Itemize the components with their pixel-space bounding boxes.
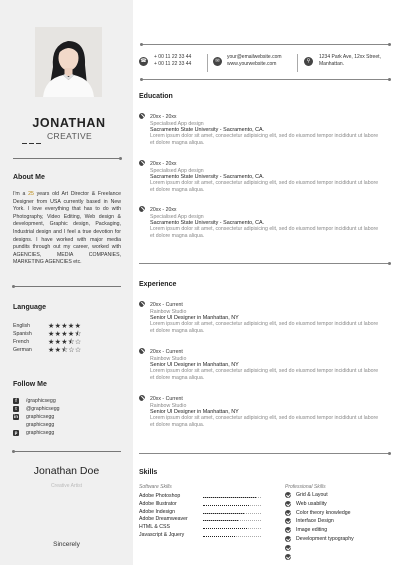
software-skill-name: HTML & CSS [139, 524, 170, 531]
check-icon [285, 536, 291, 542]
sidebar-divider [13, 158, 121, 159]
software-skills-title: Software Skills [139, 484, 172, 490]
language-title: Language [13, 304, 47, 311]
sincerely-text: Sincerely [53, 541, 80, 548]
software-skill-name: Javascript & Jquery [139, 532, 185, 538]
linkedin-icon: in [14, 414, 18, 419]
name-dash-decoration [22, 135, 47, 141]
rating-stars: ★★★⯪☆ [48, 337, 82, 346]
skill-level-fill [203, 520, 238, 521]
check-icon [285, 545, 291, 551]
check-icon [285, 554, 291, 560]
follow-title: Follow Me [13, 381, 47, 388]
skill-level-bar [203, 528, 261, 529]
software-skill-item [139, 501, 269, 509]
check-icon [139, 395, 145, 401]
skill-level-bar [203, 505, 261, 506]
software-skill-name: Adobe Indesign [139, 508, 176, 515]
professional-skill-item [285, 492, 395, 500]
contact-separator [207, 54, 208, 72]
skill-level-fill [203, 505, 249, 506]
professional-skill-name: Grid & Layout [296, 492, 328, 498]
check-icon [285, 510, 291, 516]
skill-level-fill [203, 536, 235, 537]
professional-skill-item [285, 527, 395, 535]
software-skill-name: Adobe Dreamweaver [139, 516, 188, 523]
check-icon [285, 527, 291, 533]
sidebar-divider [13, 286, 121, 287]
check-icon [285, 518, 291, 524]
twitter-icon: t [13, 406, 19, 412]
education-title: Education [139, 93, 173, 100]
address: 1234 Park Ave, 12xx Street, Manhattan. [319, 54, 381, 67]
language-item: English ★★★★★ [13, 321, 82, 330]
email-icon: ✉ [213, 57, 222, 66]
signature-role: Creative Artist [50, 483, 83, 489]
professional-skill-name: Color theory knowledge [296, 509, 351, 516]
check-icon [285, 501, 291, 507]
education-divider [139, 263, 390, 264]
phone-icon: ☎ [140, 58, 147, 64]
professional-skill-name: Interface Design [296, 518, 334, 525]
skill-level-fill [203, 528, 247, 529]
rating-stars: ★★⯪☆☆ [48, 345, 82, 354]
phone-number[interactable]: + 00 11 22 33 44 + 00 11 22 33 44 [154, 54, 192, 67]
signature-name: Jonathan Doe [33, 465, 100, 477]
language-item: Spanish ★★★★⯪ [13, 329, 82, 338]
professional-skill-item [285, 545, 395, 553]
portrait-image [35, 27, 102, 97]
pinterest-icon: p [14, 430, 18, 435]
name-role: CREATIVE [47, 131, 93, 141]
skill-level-bar [203, 513, 261, 514]
contact-bottom-divider [141, 79, 390, 80]
software-skill-item [139, 509, 269, 517]
email-website[interactable]: your@emailwebsite.com www.yourwebsite.com [227, 54, 282, 67]
check-icon [139, 348, 145, 354]
software-skill-name: Adobe Photoshop [139, 493, 181, 499]
rating-stars: ★★★★⯪ [48, 329, 82, 338]
experience-divider [139, 453, 390, 454]
rating-stars: ★★★★★ [48, 321, 82, 330]
professional-skill-item [285, 510, 395, 518]
software-skill-item [139, 516, 269, 524]
facebook-icon: f [13, 398, 19, 404]
check-icon [139, 206, 145, 212]
software-skill-name: Adobe Illustrator [139, 500, 177, 507]
skill-level-bar [203, 536, 261, 537]
software-skill-item [139, 493, 269, 501]
about-title: About Me [13, 174, 45, 181]
profile-photo [35, 27, 102, 97]
language-item: French ★★★⯪☆ [13, 337, 82, 346]
check-icon [285, 492, 291, 498]
language-item: German ★★⯪☆☆ [13, 345, 82, 354]
professional-skill-item [285, 501, 395, 509]
skills-title: Skills [139, 469, 158, 476]
professional-skill-item [285, 536, 395, 544]
contact-separator [297, 54, 298, 72]
professional-skill-name: Web usability [296, 500, 327, 507]
skill-level-bar [203, 520, 261, 521]
experience-title: Experience [139, 281, 177, 288]
software-skill-item [139, 524, 269, 532]
about-text: I'm a 25 years old Art Director & Freelance Designer from USA currently based in New York. I love everything that has to do with Photography, Video Editing, Web design & development, Graphic design, Packaging, Industrial design and I feel a true devotion for designs. I have worked with major media pundits through out my career, worked with AGENCIES, MEDIA COMPANIES, MARKETING AGENCIES etc. [13, 191, 121, 266]
check-icon [139, 160, 145, 166]
professional-skills-title: Professional Skills [285, 484, 326, 490]
check-icon [139, 301, 145, 307]
skill-level-fill [203, 497, 256, 498]
skill-level-bar [203, 497, 261, 498]
professional-skill-item [285, 518, 395, 526]
professional-skill-name: Development typography [296, 536, 354, 542]
check-icon [139, 113, 145, 119]
software-skill-item [139, 532, 269, 540]
contact-top-divider [141, 44, 390, 45]
professional-skill-name: Image editing [296, 527, 328, 534]
name-first: JONATHAN [32, 116, 106, 130]
location-icon: ⚲ [304, 57, 313, 66]
professional-skill-item [285, 554, 395, 562]
sidebar-divider [13, 451, 121, 452]
skill-level-fill [203, 513, 244, 514]
